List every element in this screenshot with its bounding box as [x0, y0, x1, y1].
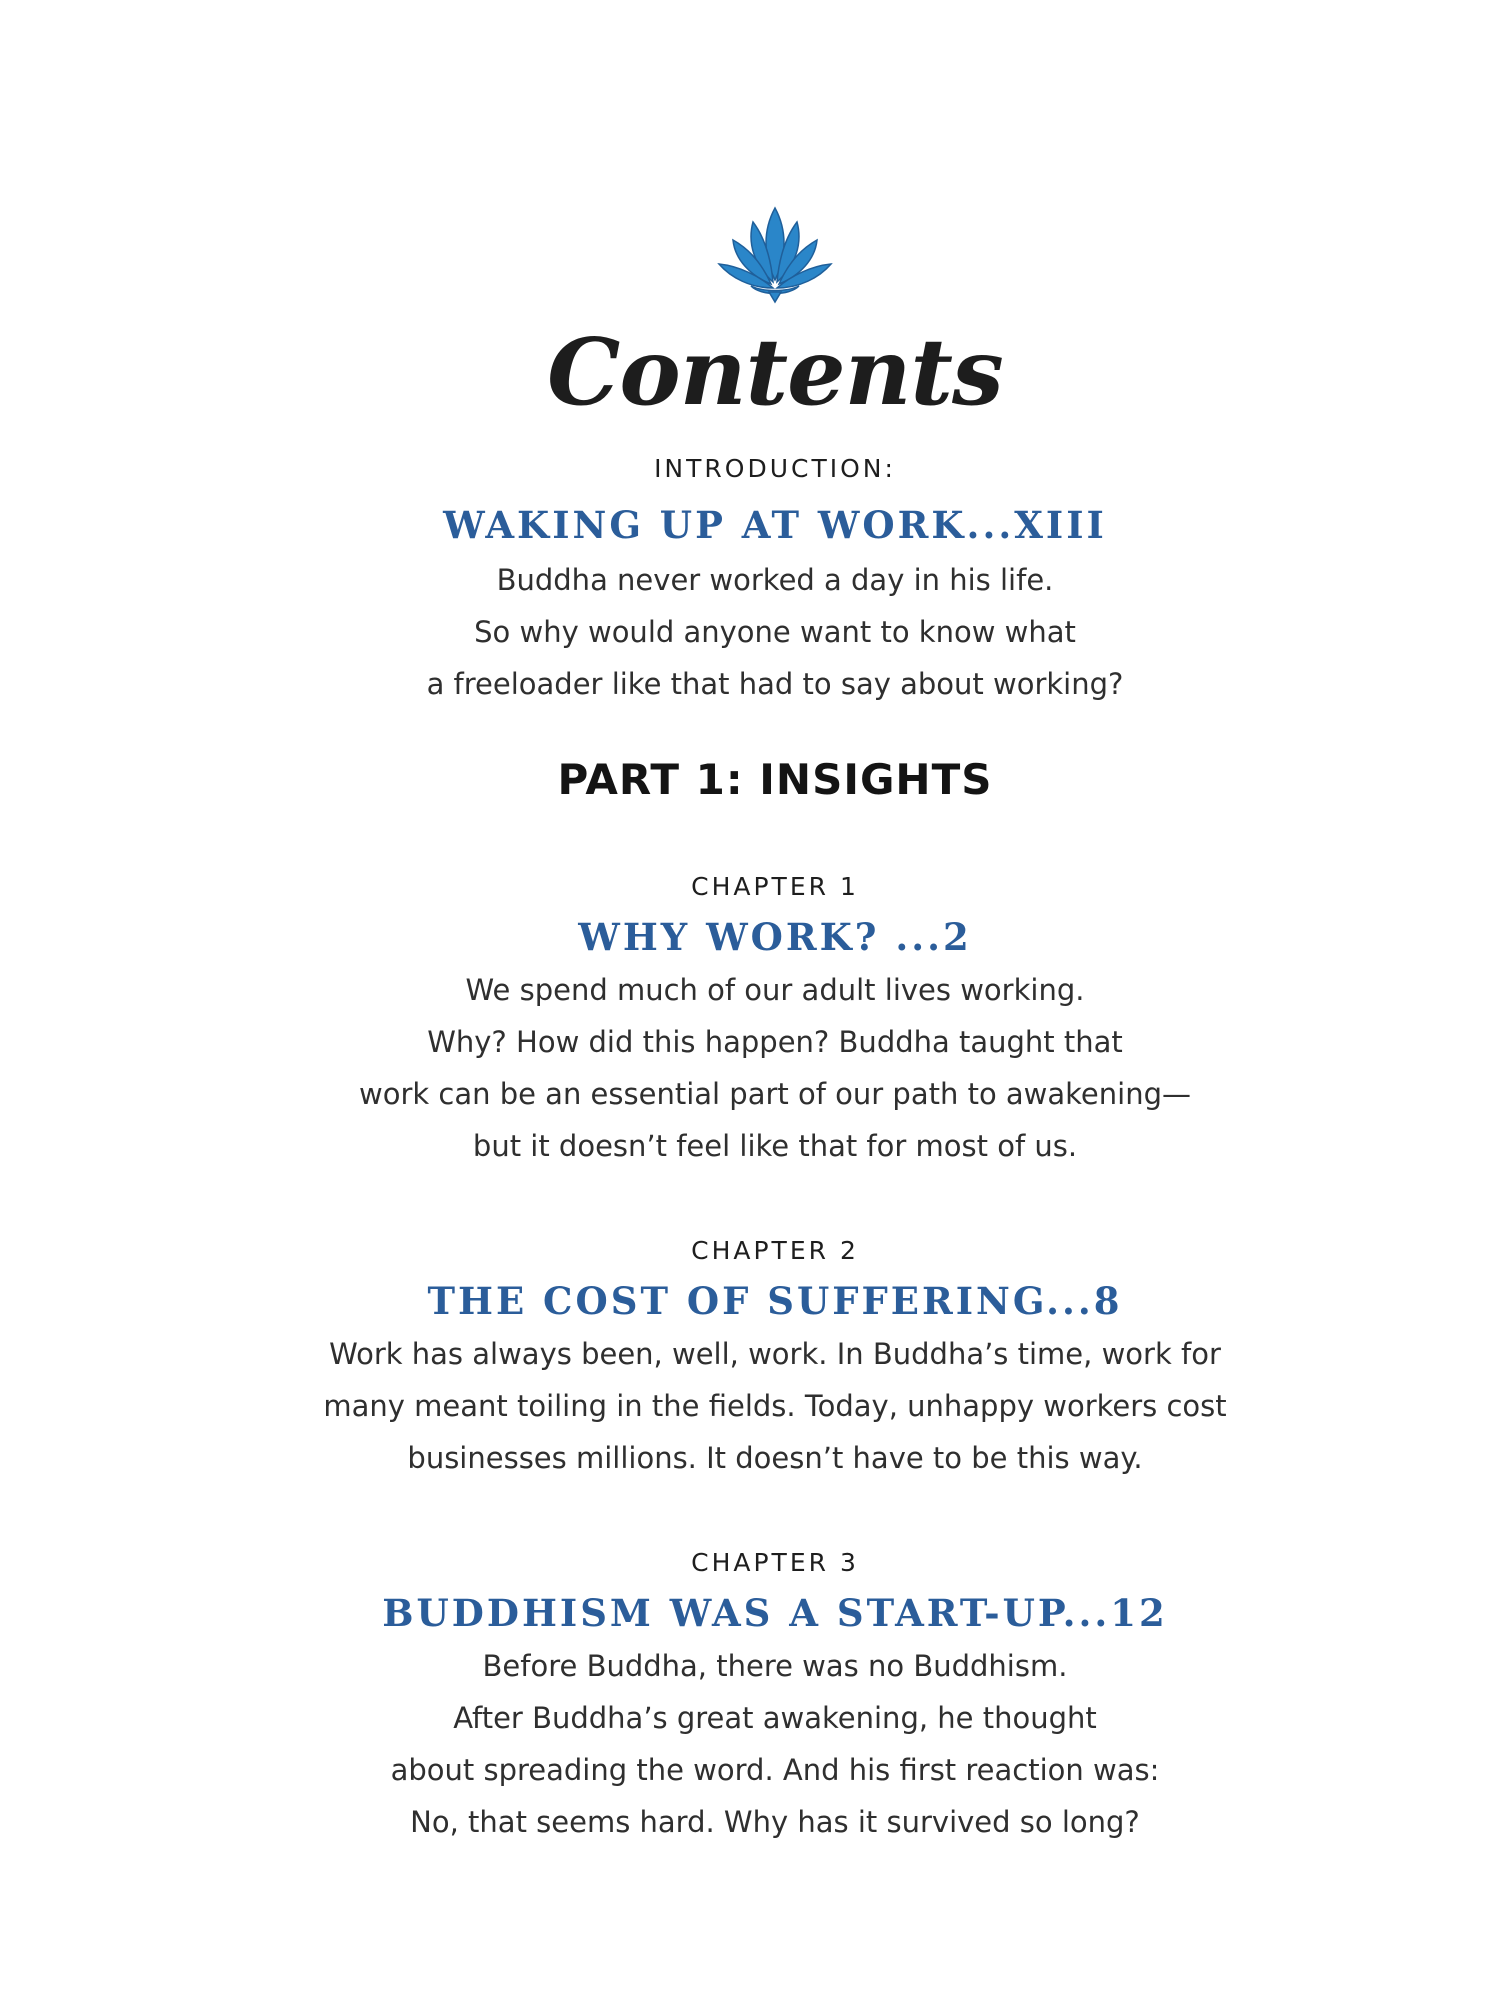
- chapter-2-label: CHAPTER 2: [691, 1236, 859, 1265]
- lotus-icon: [715, 200, 835, 304]
- description-line: We spend much of our adult lives working.: [465, 973, 1085, 1007]
- introduction-description: [0, 554, 1500, 710]
- page-title: Contents: [547, 318, 1003, 426]
- chapter-1-heading: WHY WORK? ...2: [578, 915, 972, 959]
- description-line: a freeloader like that had to say about working?: [426, 667, 1124, 701]
- chapter-3-label: CHAPTER 3: [691, 1548, 859, 1577]
- part-title: PART 1: INSIGHTS: [557, 755, 993, 804]
- chapter-1-label: CHAPTER 1: [691, 872, 859, 901]
- description-line: Before Buddha, there was no Buddhism.: [482, 1649, 1068, 1683]
- chapter-2-heading: THE COST OF SUFFERING...8: [427, 1279, 1123, 1323]
- description-line: No, that seems hard. Why has it survived so long?: [410, 1805, 1140, 1839]
- description-line: After Buddha’s great awakening, he thought: [453, 1701, 1097, 1735]
- chapter-2-description: [0, 1328, 1500, 1484]
- description-line: Why? How did this happen? Buddha taught that: [427, 1025, 1123, 1059]
- description-line: So why would anyone want to know what: [474, 615, 1076, 649]
- description-line: businesses millions. It doesn’t have to be this way.: [407, 1441, 1143, 1475]
- description-line: Buddha never worked a day in his life.: [496, 563, 1054, 597]
- introduction-heading: WAKING UP AT WORK...XIII: [443, 503, 1107, 547]
- introduction-label: INTRODUCTION:: [654, 454, 896, 483]
- chapter-3-heading: BUDDHISM WAS A START-UP...12: [382, 1591, 1168, 1635]
- description-line: Work has always been, well, work. In Buddha’s time, work for: [329, 1337, 1221, 1371]
- chapter-3-description: [0, 1640, 1500, 1848]
- chapter-1-description: [0, 964, 1500, 1172]
- description-line: but it doesn’t feel like that for most of us.: [472, 1129, 1078, 1163]
- description-line: many meant toiling in the fields. Today, unhappy workers cost: [323, 1389, 1227, 1423]
- description-line: work can be an essential part of our path to awakening—: [359, 1077, 1191, 1111]
- description-line: about spreading the word. And his first reaction was:: [390, 1753, 1160, 1787]
